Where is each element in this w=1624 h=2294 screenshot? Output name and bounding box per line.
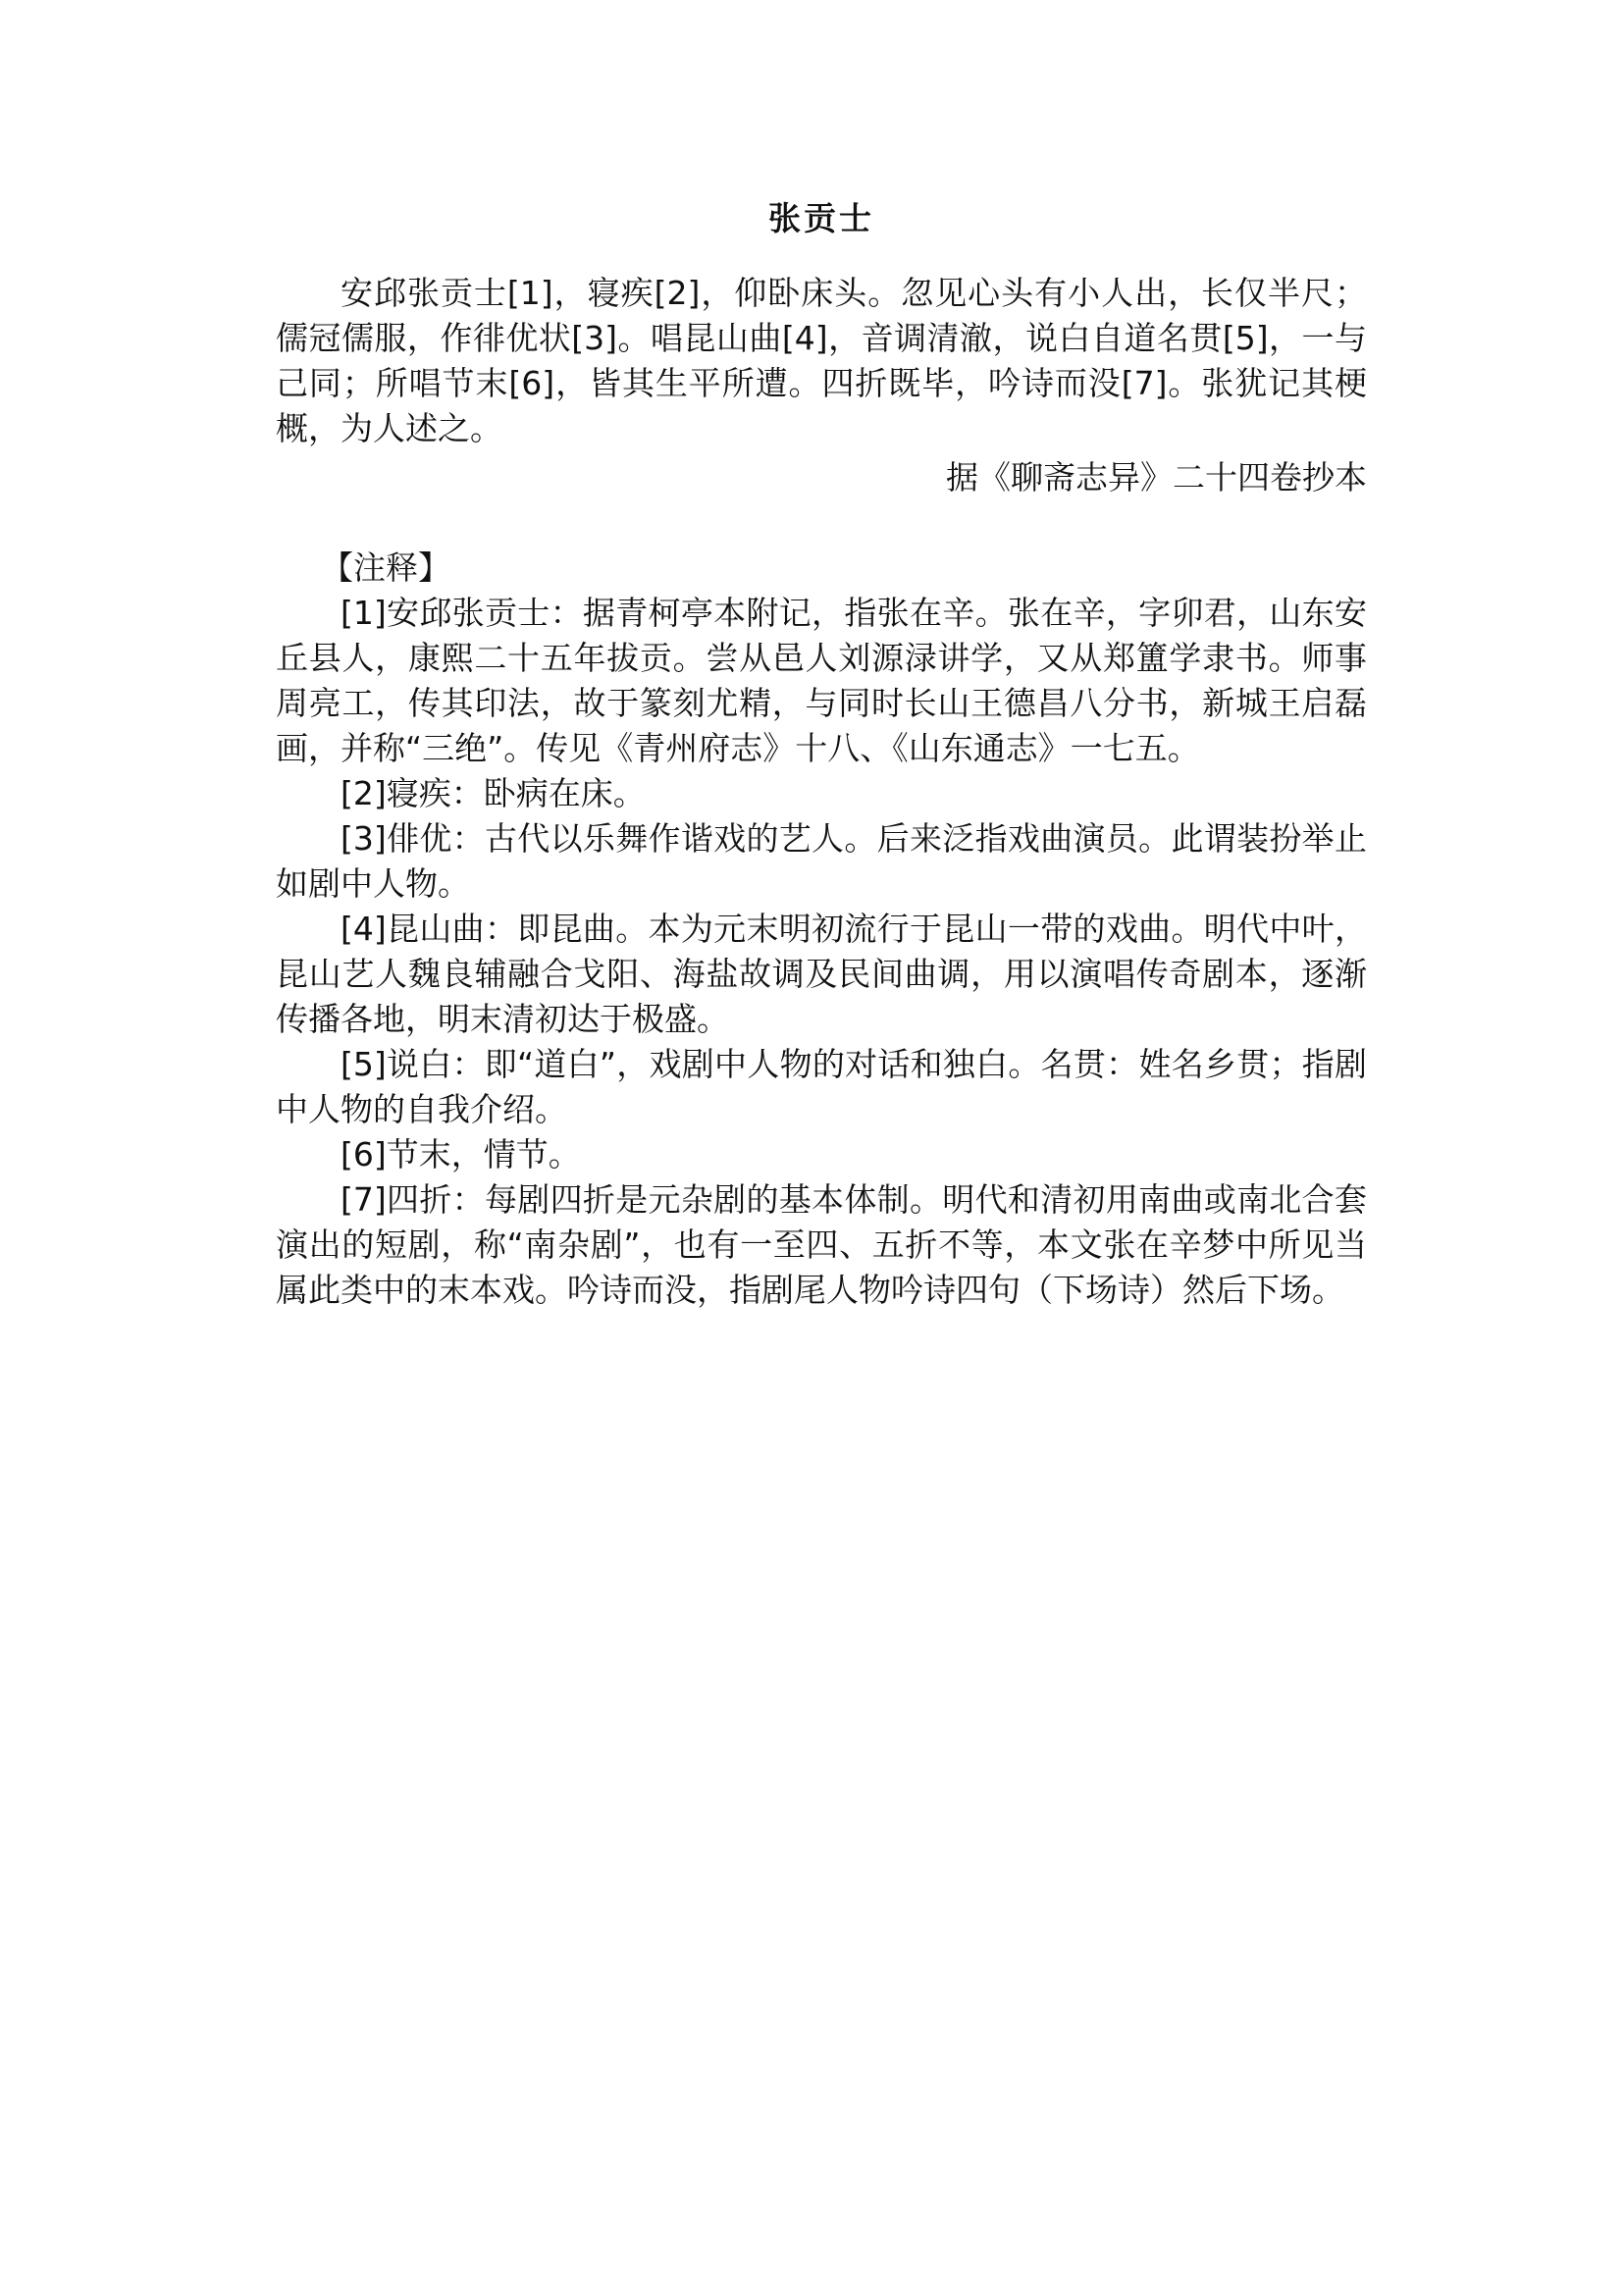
story-paragraph: 安邱张贡士[1]，寝疾[2]，仰卧床头。忽见心头有小人出，长仅半尺；儒冠儒服，作徘优状[3]。唱昆山曲[4]，音调清澈，说白自道名贯[5]，一与己同；所唱节末[6]，皆其生平所遭。四折既毕，吟诗而没[7]。张犹记其梗概，为人述之。 <box>276 274 1367 447</box>
note-item: [1]安邱张贡士：据青柯亭本附记，指张在辛。张在辛，字卯君，山东安丘县人，康熙二十五年拔贡。尝从邑人刘源渌讲学，又从郑簠学隶书。师事周亮工，传其印法，故于篆刻尤精，与同时长山王德昌八分书，新城王启磊画，并称“三绝”。传见《青州府志》十八、《山东通志》一七五。 <box>276 594 1367 767</box>
document-title: 张贡士 <box>768 199 874 237</box>
notes-list <box>276 591 1367 1313</box>
note-item: [5]说白：即“道白”，戏剧中人物的对话和独白。名贯：姓名乡贯；指剧中人物的自我介绍。 <box>276 1045 1367 1128</box>
note-item: [6]节末，情节。 <box>341 1135 581 1173</box>
source-citation: 据《聊斋志异》二十四卷抄本 <box>946 458 1367 496</box>
note-item: [2]寝疾：卧病在床。 <box>341 774 646 812</box>
note-item: [3]俳优：古代以乐舞作谐戏的艺人。后来泛指戏曲演员。此谓装扮举止如剧中人物。 <box>276 819 1367 903</box>
document-content <box>276 194 1367 1313</box>
notes-heading: 【注释】 <box>321 548 450 587</box>
note-item: [7]四折：每剧四折是元杂剧的基本体制。明代和清初用南曲或南北合套演出的短剧，称“南杂剧”，也有一至四、五折不等，本文张在辛梦中所见当属此类中的末本戏。吟诗而没，指剧尾人物吟诗四句（下场诗）然后下场。 <box>276 1180 1367 1309</box>
note-item: [4]昆山曲：即昆曲。本为元末明初流行于昆山一带的戏曲。明代中叶，昆山艺人魏良辅融合戈阳、海盐故调及民间曲调，用以演唱传奇剧本，逐渐传播各地，明末清初达于极盛。 <box>276 910 1367 1038</box>
